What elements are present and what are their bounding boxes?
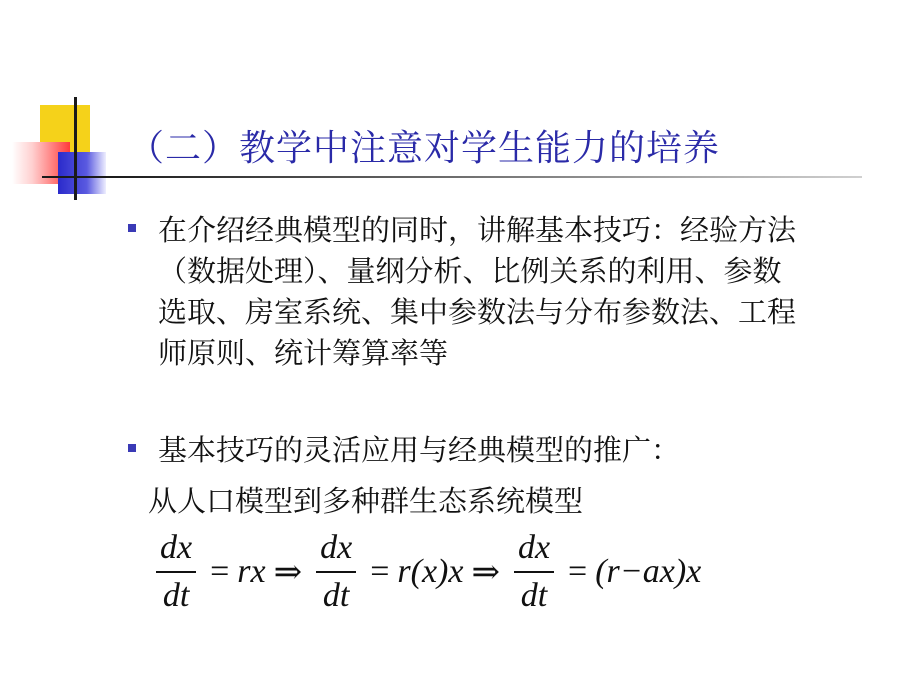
- equals-sign: =: [210, 553, 230, 590]
- fraction-numerator: dx: [320, 529, 353, 566]
- title-underline: [42, 176, 862, 178]
- fraction-bar: [316, 571, 356, 573]
- fraction-bar: [156, 571, 196, 573]
- bullet-item: [128, 430, 838, 471]
- logo-blue-square: [58, 152, 106, 194]
- bullet-text: 在介绍经典模型的同时，讲解基本技巧：经验方法（数据处理）、量纲分析、比例关系的利用、参数选取、房室系统、集中参数法与分布参数法、工程师原则、统计筹算率等: [158, 213, 797, 370]
- formula: [150, 522, 701, 622]
- bullet-text: 基本技巧的灵活应用与经典模型的推广：: [158, 433, 681, 467]
- bullet-marker: [128, 444, 136, 452]
- fraction-bar: [514, 571, 554, 573]
- fraction-numerator: dx: [160, 529, 193, 566]
- logo-vertical-line: [74, 97, 77, 200]
- fraction-dxdt: [514, 528, 554, 616]
- rhs-expression: [397, 553, 463, 591]
- rhs-1: rx: [237, 553, 266, 590]
- implies-arrow: ⇒: [273, 554, 303, 591]
- fraction-dxdt: [156, 528, 196, 616]
- fraction-numerator: dx: [517, 529, 551, 566]
- bullet-item: [128, 210, 798, 374]
- rhs-2: r(x)x: [397, 553, 464, 590]
- rhs-expression: [237, 553, 265, 591]
- equals-sign: =: [568, 553, 588, 590]
- rhs-3: (r−ax)x: [595, 553, 702, 590]
- equals-sign: =: [370, 553, 390, 590]
- fraction-dxdt: [316, 528, 356, 616]
- fraction-denominator: dt: [322, 577, 350, 614]
- implies-arrow: ⇒: [471, 554, 500, 591]
- sub-line: 从人口模型到多种群生态系统模型: [148, 484, 584, 518]
- fraction-denominator: dt: [162, 577, 190, 614]
- fraction-denominator: dt: [520, 577, 548, 614]
- rhs-expression: [595, 553, 701, 591]
- bullet-marker: [128, 224, 136, 232]
- slide-title: （二）教学中注意对学生能力的培养: [128, 128, 721, 169]
